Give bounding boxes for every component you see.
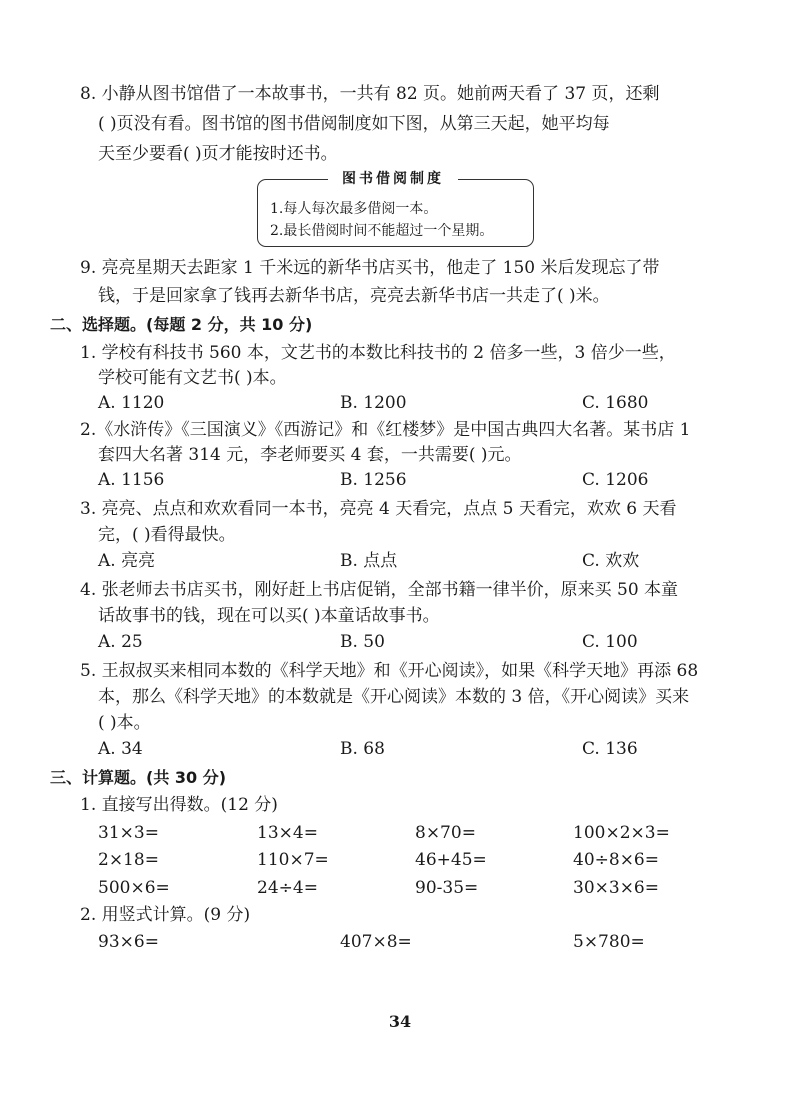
s3-part-2-title: 2. 用竖式计算。(9 分) [80, 905, 251, 925]
s2-q2-line-2: 套四大名著 314 元，李老师要买 4 套，一共需要( )元。 [98, 445, 522, 465]
vertical-calc-item: 5×780= [573, 932, 645, 952]
calc-item: 24÷4= [257, 878, 318, 898]
q8-line-2: ( )页没有看。图书馆的图书借阅制度如下图，从第三天起，她平均每 [98, 114, 610, 134]
q8-line-1: 8. 小静从图书馆借了一本故事书，一共有 82 页。她前两天看了 37 页，还剩 [80, 84, 660, 104]
borrowing-rule-1: 1.每人每次最多借阅一本。 [270, 201, 438, 217]
borrowing-rules-box [257, 171, 534, 247]
q9-line-2: 钱，于是回家拿了钱再去新华书店，亮亮去新华书店一共走了( )米。 [98, 286, 610, 306]
calc-item: 40÷8×6= [573, 850, 659, 870]
calc-item: 500×6= [98, 878, 170, 898]
s2-q2-option-a: A. 1156 [98, 470, 165, 490]
s2-q5-line-2: 本，那么《科学天地》的本数就是《开心阅读》本数的 3 倍，《开心阅读》买来 [98, 687, 690, 707]
s2-q1-option-c: C. 1680 [582, 393, 649, 413]
s2-q3-option-a: A. 亮亮 [98, 551, 156, 571]
calc-item: 31×3= [98, 823, 159, 843]
s2-q1-option-a: A. 1120 [98, 393, 165, 413]
borrowing-rules-title: 图书借阅制度 [328, 169, 458, 189]
calc-item: 90-35= [415, 878, 479, 898]
section-3-heading: 三、计算题。(共 30 分) [50, 768, 227, 787]
s2-q5-option-c: C. 136 [582, 739, 638, 759]
s2-q4-option-c: C. 100 [582, 632, 638, 652]
page-number: 34 [388, 1012, 412, 1031]
calc-item: 13×4= [257, 823, 318, 843]
calc-item: 110×7= [257, 850, 329, 870]
s2-q2-option-b: B. 1256 [340, 470, 407, 490]
s2-q2-option-c: C. 1206 [582, 470, 649, 490]
s2-q5-option-b: B. 68 [340, 739, 385, 759]
s3-part-1-title: 1. 直接写出得数。(12 分) [80, 795, 278, 815]
s2-q3-option-c: C. 欢欢 [582, 551, 640, 571]
q9-line-1: 9. 亮亮星期天去距家 1 千米远的新华书店买书，他走了 150 米后发现忘了带 [80, 258, 660, 278]
s2-q3-line-1: 3. 亮亮、点点和欢欢看同一本书，亮亮 4 天看完，点点 5 天看完，欢欢 6 天看 [80, 499, 677, 519]
s2-q4-option-a: A. 25 [98, 632, 143, 652]
calc-item: 8×70= [415, 823, 476, 843]
calc-item: 2×18= [98, 850, 159, 870]
section-2-heading: 二、选择题。(每题 2 分，共 10 分) [50, 315, 313, 334]
s2-q3-option-b: B. 点点 [340, 551, 398, 571]
s2-q5-line-1: 5. 王叔叔买来相同本数的《科学天地》和《开心阅读》，如果《科学天地》再添 68 [80, 661, 699, 681]
calc-item: 30×3×6= [573, 878, 659, 898]
q8-line-3: 天至少要看( )页才能按时还书。 [98, 144, 338, 164]
calc-item: 46+45= [415, 850, 487, 870]
s2-q4-option-b: B. 50 [340, 632, 385, 652]
vertical-calc-item: 93×6= [98, 932, 159, 952]
calc-item: 100×2×3= [573, 823, 670, 843]
s2-q1-option-b: B. 1200 [340, 393, 407, 413]
s2-q3-line-2: 完，( )看得最快。 [98, 525, 236, 545]
s2-q5-line-3: ( )本。 [98, 713, 151, 733]
borrowing-rule-2: 2.最长借阅时间不能超过一个星期。 [270, 223, 494, 239]
s2-q5-option-a: A. 34 [98, 739, 143, 759]
s2-q4-line-2: 话故事书的钱，现在可以买( )本童话故事书。 [98, 606, 440, 626]
s2-q4-line-1: 4. 张老师去书店买书，刚好赶上书店促销，全部书籍一律半价，原来买 50 本童 [80, 580, 679, 600]
s2-q1-line-2: 学校可能有文艺书( )本。 [98, 368, 287, 388]
s2-q2-line-1: 2.《水浒传》《三国演义》《西游记》和《红楼梦》是中国古典四大名著。某书店 1 [80, 420, 691, 440]
s2-q1-line-1: 1. 学校有科技书 560 本，文艺书的本数比科技书的 2 倍多一些，3 倍少一些， [80, 343, 676, 363]
vertical-calc-item: 407×8= [340, 932, 412, 952]
